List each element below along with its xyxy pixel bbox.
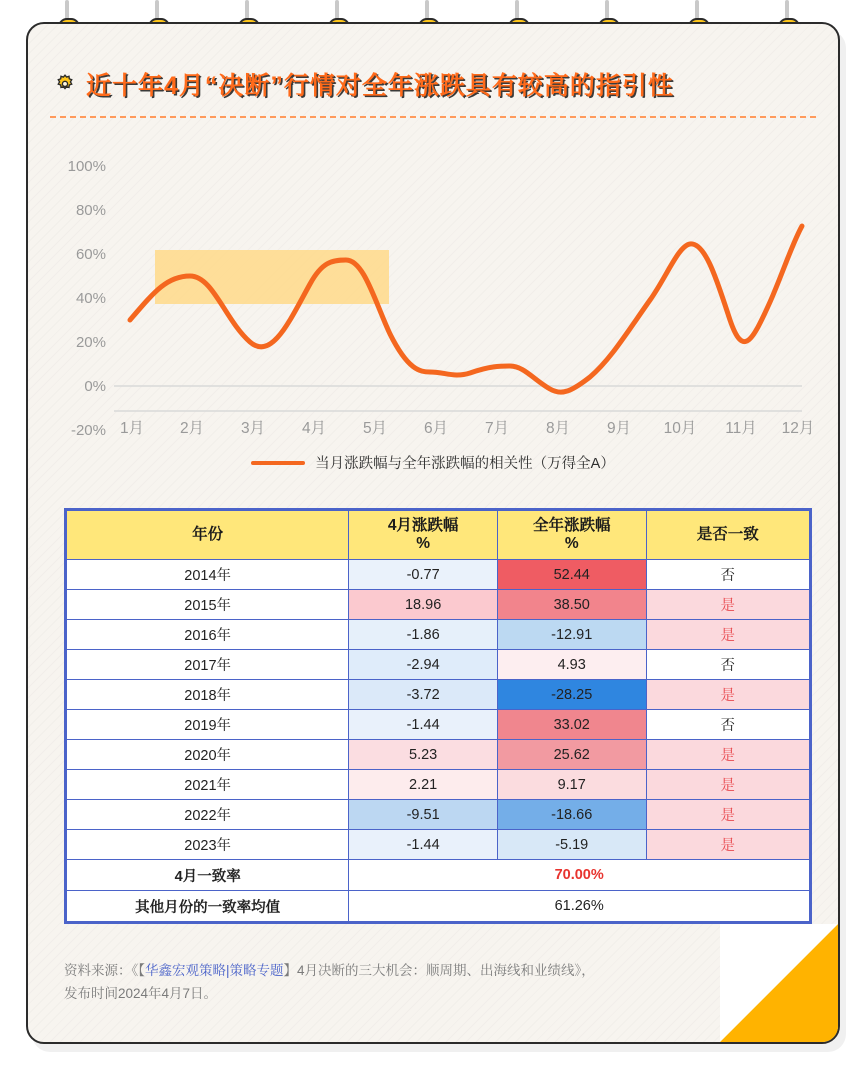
column-header-year: 年份 (67, 511, 349, 560)
table-row (67, 590, 810, 620)
chart-legend (28, 452, 838, 473)
svg-text:4月: 4月 (301, 420, 327, 437)
svg-text:40%: 40% (75, 290, 106, 307)
table-row (67, 740, 810, 770)
cell-year: 2023年 (67, 830, 349, 860)
table-row (67, 560, 810, 590)
table-row (67, 650, 810, 680)
cell-year: 2014年 (67, 560, 349, 590)
column-header-annual-change: 全年涨跌幅 % (497, 511, 646, 560)
source-highlight: 华鑫宏观策略|策略专题 (145, 963, 284, 978)
svg-text:5月: 5月 (362, 420, 388, 437)
summary-value: 70.00% (349, 860, 810, 891)
cell-annual-change: -5.19 (497, 830, 646, 860)
cell-consistent: 否 (646, 560, 809, 590)
svg-text:20%: 20% (75, 334, 106, 351)
cell-annual-change: 25.62 (497, 740, 646, 770)
cell-consistent: 是 (646, 770, 809, 800)
source-note (64, 960, 764, 1006)
page-fold (720, 924, 838, 1042)
cell-april-change: -1.44 (349, 830, 498, 860)
table-body (67, 560, 810, 922)
legend-label: 当月涨跌幅与全年涨跌幅的相关性（万得全A） (315, 456, 615, 472)
svg-text:10月: 10月 (663, 420, 697, 437)
cell-april-change: 2.21 (349, 770, 498, 800)
cell-annual-change: 9.17 (497, 770, 646, 800)
cell-annual-change: -12.91 (497, 620, 646, 650)
svg-text:6月: 6月 (423, 420, 449, 437)
gear-icon (54, 73, 76, 95)
cell-april-change: 18.96 (349, 590, 498, 620)
cell-consistent: 是 (646, 680, 809, 710)
cell-consistent: 是 (646, 620, 809, 650)
source-line2: 发布时间2024年4月7日。 (64, 985, 218, 1001)
cell-year: 2019年 (67, 710, 349, 740)
svg-text:8月: 8月 (545, 420, 571, 437)
cell-annual-change: -18.66 (497, 800, 646, 830)
cell-year: 2020年 (67, 740, 349, 770)
cell-year: 2015年 (67, 590, 349, 620)
cell-year: 2016年 (67, 620, 349, 650)
column-header-april-change: 4月涨跌幅 % (349, 511, 498, 560)
table-row (67, 710, 810, 740)
svg-text:80%: 80% (75, 202, 106, 219)
table-summary-row (67, 860, 810, 891)
legend-line-swatch (251, 461, 305, 465)
summary-label: 其他月份的一致率均值 (67, 891, 349, 922)
cell-april-change: -9.51 (349, 800, 498, 830)
cell-consistent: 是 (646, 800, 809, 830)
cell-year: 2022年 (67, 800, 349, 830)
column-header-consistent: 是否一致 (646, 511, 809, 560)
svg-text:60%: 60% (75, 246, 106, 263)
cell-annual-change: 4.93 (497, 650, 646, 680)
table-row (67, 620, 810, 650)
cell-year: 2018年 (67, 680, 349, 710)
cell-annual-change: 33.02 (497, 710, 646, 740)
cell-year: 2021年 (67, 770, 349, 800)
svg-text:11月: 11月 (725, 420, 757, 437)
svg-text:100%: 100% (67, 158, 106, 175)
cell-consistent: 是 (646, 830, 809, 860)
svg-text:7月: 7月 (484, 420, 510, 437)
cell-annual-change: 52.44 (497, 560, 646, 590)
page-title-text: 近十年4月“决断”行情对全年涨跌具有较高的指引性 (86, 72, 674, 100)
cell-april-change: -3.72 (349, 680, 498, 710)
cell-april-change: -2.94 (349, 650, 498, 680)
cell-year: 2017年 (67, 650, 349, 680)
table-row (67, 770, 810, 800)
cell-april-change: -1.44 (349, 710, 498, 740)
title-divider (50, 116, 816, 118)
cell-annual-change: -28.25 (497, 680, 646, 710)
summary-value: 61.26% (349, 891, 810, 922)
summary-label: 4月一致率 (67, 860, 349, 891)
cell-annual-change: 38.50 (497, 590, 646, 620)
table-header-row (67, 511, 810, 560)
table-summary-row (67, 891, 810, 922)
cell-april-change: -0.77 (349, 560, 498, 590)
table-row (67, 800, 810, 830)
table-row (67, 830, 810, 860)
chart-svg (50, 134, 820, 464)
table-row (67, 680, 810, 710)
svg-text:1月: 1月 (119, 420, 145, 437)
cell-consistent: 否 (646, 710, 809, 740)
cell-april-change: -1.86 (349, 620, 498, 650)
notebook-card (26, 22, 840, 1044)
svg-text:0%: 0% (84, 378, 106, 395)
svg-text:-20%: -20% (70, 422, 106, 439)
consistency-table (64, 508, 812, 924)
svg-text:9月: 9月 (606, 420, 632, 437)
correlation-line-chart (50, 134, 820, 464)
svg-text:12月: 12月 (781, 420, 815, 437)
source-prefix: 资料来源：《【 (64, 963, 145, 978)
svg-text:2月: 2月 (179, 420, 205, 437)
cell-consistent: 否 (646, 650, 809, 680)
svg-text:3月: 3月 (240, 420, 266, 437)
cell-consistent: 是 (646, 740, 809, 770)
cell-april-change: 5.23 (349, 740, 498, 770)
page-title (54, 66, 814, 102)
source-suffix: 】4月决断的三大机会：顺周期、出海线和业绩线》， (283, 963, 595, 978)
cell-consistent: 是 (646, 590, 809, 620)
